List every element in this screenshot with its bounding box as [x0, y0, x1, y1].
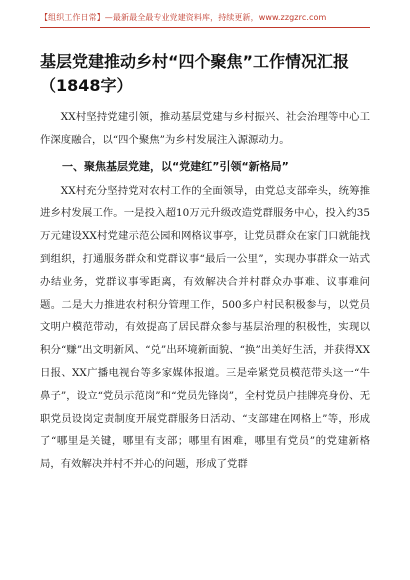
section-paragraph-1: XX村充分坚持党对农村工作的全面领导，由党总支部牵头，统筹推进乡村发展工作。一是投入超10万元升级改造党群服务中心，投入约35万元建设XX村党建示范公园和网格议事亭，让党员群众在家门口就能找到组织，打通服务群众和党群议事“最后一公里”，实现办事群众一站式办结业务，党群议事零距离，有效解决合并村群众办事难、议事难问题。二是大力推进农村积分管理工作，500多户村民积极参与，以党员文明户模范带动，有效提高了居民群众参与基层治理的积极性，实现以积分“赚”出文明新风、“兑”出环境新面貌、“换”出美好生活，并获得XX日报、XX广播电视台等多家媒体报道。三是牵紧党员模范带头这一“牛鼻子”，设立“党员示范岗”和“党员先锋岗”，全村党员户挂牌亮身份、无职党员设岗定责制度开展党群服务日活动、“支部建在网格上”等，形成了“哪里是关键，哪里有支部；哪里有困难，哪里有党员”的党建新格局，有效解决并村不并心的问题，形成了党群: [40, 184, 370, 471]
section-heading-1: 一、聚焦基层党建，以“党建红”引领“新格局”: [62, 159, 289, 173]
page-header: 【组织工作日常】—最新最全最专业党建资料库，持续更新，www.zzgzrc.com: [40, 12, 370, 28]
intro-paragraph: XX村坚持党建引领，推动基层党建与乡村振兴、社会治理等中心工作深度融合，以“四个聚焦”为乡村发展注入源源动力。: [40, 111, 370, 146]
document-title: 基层党建推动乡村“四个聚焦”工作情况汇报（1848字）: [40, 52, 350, 95]
